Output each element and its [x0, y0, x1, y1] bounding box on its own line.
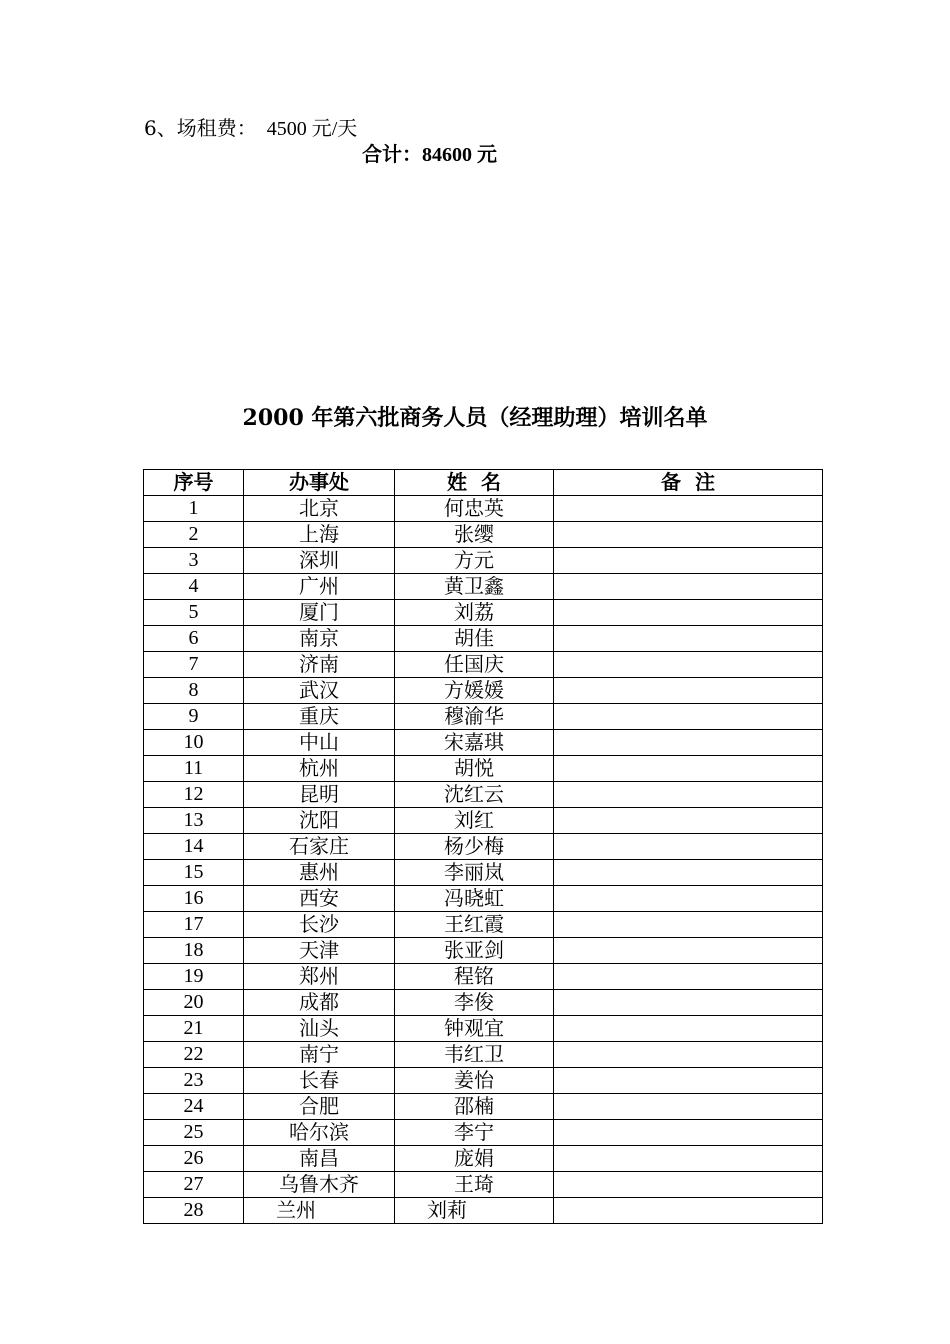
- cell-office: 北京: [244, 496, 395, 522]
- cell-number: 26: [144, 1146, 244, 1172]
- table-row: [144, 652, 823, 678]
- cell-name: 张亚剑: [395, 938, 554, 964]
- cell-name: 张缨: [395, 522, 554, 548]
- table-row: [144, 990, 823, 1016]
- cell-office: 乌鲁木齐: [244, 1172, 395, 1198]
- cell-office: 南宁: [244, 1042, 395, 1068]
- cell-number: 7: [144, 652, 244, 678]
- cell-office: 石家庄: [244, 834, 395, 860]
- total-line: [362, 140, 497, 169]
- cell-name: 宋嘉琪: [395, 730, 554, 756]
- table-row: [144, 678, 823, 704]
- table-row: [144, 1094, 823, 1120]
- cell-name: 刘荔: [395, 600, 554, 626]
- cell-office: 天津: [244, 938, 395, 964]
- table-row: [144, 1198, 823, 1224]
- cell-number: 1: [144, 496, 244, 522]
- cell-number: 12: [144, 782, 244, 808]
- cell-note: [554, 1198, 823, 1224]
- cell-name: 姜怡: [395, 1068, 554, 1094]
- cell-note: [554, 626, 823, 652]
- cell-note: [554, 964, 823, 990]
- table-row: [144, 704, 823, 730]
- table-row: [144, 1172, 823, 1198]
- cell-office: 深圳: [244, 548, 395, 574]
- cell-number: 11: [144, 756, 244, 782]
- cell-number: 5: [144, 600, 244, 626]
- cell-office: 济南: [244, 652, 395, 678]
- cell-note: [554, 756, 823, 782]
- cell-number: 17: [144, 912, 244, 938]
- table-body: [144, 496, 823, 1224]
- cell-note: [554, 1042, 823, 1068]
- cell-office: 南京: [244, 626, 395, 652]
- table-row: [144, 756, 823, 782]
- cell-number: 24: [144, 1094, 244, 1120]
- cell-name: 刘红: [395, 808, 554, 834]
- cell-number: 27: [144, 1172, 244, 1198]
- cell-note: [554, 652, 823, 678]
- cell-note: [554, 782, 823, 808]
- header-note: 备 注: [554, 470, 823, 496]
- cell-number: 6: [144, 626, 244, 652]
- cell-name: 程铭: [395, 964, 554, 990]
- cell-name: 沈红云: [395, 782, 554, 808]
- cell-number: 22: [144, 1042, 244, 1068]
- cell-name: 王红霞: [395, 912, 554, 938]
- cell-office: 合肥: [244, 1094, 395, 1120]
- cell-number: 9: [144, 704, 244, 730]
- cell-name: 杨少梅: [395, 834, 554, 860]
- venue-fee-amount: 4500 元/天: [266, 118, 358, 140]
- cell-note: [554, 1146, 823, 1172]
- cell-name: 李俊: [395, 990, 554, 1016]
- total-label: 合计：: [362, 142, 422, 166]
- table-row: [144, 1146, 823, 1172]
- cell-name: 钟观宜: [395, 1016, 554, 1042]
- cell-name: 任国庆: [395, 652, 554, 678]
- cell-note: [554, 678, 823, 704]
- cell-name: 方媛媛: [395, 678, 554, 704]
- cell-number: 16: [144, 886, 244, 912]
- table-row: [144, 600, 823, 626]
- cell-number: 2: [144, 522, 244, 548]
- table-row: [144, 1016, 823, 1042]
- table-row: [144, 730, 823, 756]
- cell-number: 21: [144, 1016, 244, 1042]
- cell-number: 28: [144, 1198, 244, 1224]
- cell-number: 10: [144, 730, 244, 756]
- cell-office: 武汉: [244, 678, 395, 704]
- cell-name: 李丽岚: [395, 860, 554, 886]
- cell-name: 李宁: [395, 1120, 554, 1146]
- header-office: 办事处: [244, 470, 395, 496]
- cell-number: 23: [144, 1068, 244, 1094]
- venue-fee-label: 6、场租费：: [144, 116, 257, 140]
- cell-office: 杭州: [244, 756, 395, 782]
- header-number: 序号: [144, 470, 244, 496]
- total-amount: 84600 元: [422, 144, 497, 166]
- cell-number: 14: [144, 834, 244, 860]
- cell-note: [554, 912, 823, 938]
- cell-note: [554, 574, 823, 600]
- cell-name: 庞娟: [395, 1146, 554, 1172]
- cell-office: 中山: [244, 730, 395, 756]
- cell-note: [554, 1172, 823, 1198]
- cell-number: 8: [144, 678, 244, 704]
- list-title: 2000 年第六批商务人员（经理助理）培训名单: [242, 405, 708, 431]
- table-row: [144, 808, 823, 834]
- cell-number: 15: [144, 860, 244, 886]
- cell-office: 汕头: [244, 1016, 395, 1042]
- cell-note: [554, 860, 823, 886]
- table-row: [144, 626, 823, 652]
- cell-office: 成都: [244, 990, 395, 1016]
- table-row: [144, 886, 823, 912]
- cell-note: [554, 1016, 823, 1042]
- cell-office: 南昌: [244, 1146, 395, 1172]
- cell-name: 黄卫鑫: [395, 574, 554, 600]
- table-row: [144, 860, 823, 886]
- cell-name: 王琦: [395, 1172, 554, 1198]
- cell-name: 胡悦: [395, 756, 554, 782]
- table-row: [144, 938, 823, 964]
- table-row: [144, 834, 823, 860]
- table-row: [144, 574, 823, 600]
- cell-number: 3: [144, 548, 244, 574]
- cell-name: 刘莉: [395, 1198, 554, 1224]
- cell-note: [554, 886, 823, 912]
- cell-number: 19: [144, 964, 244, 990]
- cell-note: [554, 990, 823, 1016]
- cell-number: 4: [144, 574, 244, 600]
- cell-name: 何忠英: [395, 496, 554, 522]
- cell-office: 惠州: [244, 860, 395, 886]
- cell-office: 长春: [244, 1068, 395, 1094]
- cell-note: [554, 1094, 823, 1120]
- cell-note: [554, 704, 823, 730]
- cell-office: 郑州: [244, 964, 395, 990]
- cell-number: 13: [144, 808, 244, 834]
- table-row: [144, 548, 823, 574]
- cell-office: 厦门: [244, 600, 395, 626]
- table-row: [144, 1120, 823, 1146]
- cell-note: [554, 548, 823, 574]
- cell-number: 18: [144, 938, 244, 964]
- cell-office: 上海: [244, 522, 395, 548]
- table-row: [144, 1042, 823, 1068]
- table-row: [144, 964, 823, 990]
- table-header-row: [144, 470, 823, 496]
- cell-office: 西安: [244, 886, 395, 912]
- venue-fee-line: [144, 114, 357, 143]
- cell-note: [554, 808, 823, 834]
- cell-office: 昆明: [244, 782, 395, 808]
- cell-note: [554, 1068, 823, 1094]
- table-row: [144, 912, 823, 938]
- cell-name: 邵楠: [395, 1094, 554, 1120]
- cell-office: 长沙: [244, 912, 395, 938]
- cell-note: [554, 600, 823, 626]
- training-roster-table: [143, 469, 823, 1224]
- cell-note: [554, 834, 823, 860]
- cell-note: [554, 1120, 823, 1146]
- cell-note: [554, 496, 823, 522]
- table-row: [144, 782, 823, 808]
- cell-name: 冯晓虹: [395, 886, 554, 912]
- cell-office: 广州: [244, 574, 395, 600]
- table-row: [144, 522, 823, 548]
- cell-note: [554, 730, 823, 756]
- table-row: [144, 1068, 823, 1094]
- cell-number: 25: [144, 1120, 244, 1146]
- cell-office: 兰州: [244, 1198, 395, 1224]
- cell-office: 哈尔滨: [244, 1120, 395, 1146]
- cell-name: 方元: [395, 548, 554, 574]
- cell-office: 重庆: [244, 704, 395, 730]
- cell-note: [554, 522, 823, 548]
- cell-name: 穆渝华: [395, 704, 554, 730]
- header-name: 姓 名: [395, 470, 554, 496]
- cell-office: 沈阳: [244, 808, 395, 834]
- cell-name: 胡佳: [395, 626, 554, 652]
- cell-note: [554, 938, 823, 964]
- cell-name: 韦红卫: [395, 1042, 554, 1068]
- cell-number: 20: [144, 990, 244, 1016]
- table-row: [144, 496, 823, 522]
